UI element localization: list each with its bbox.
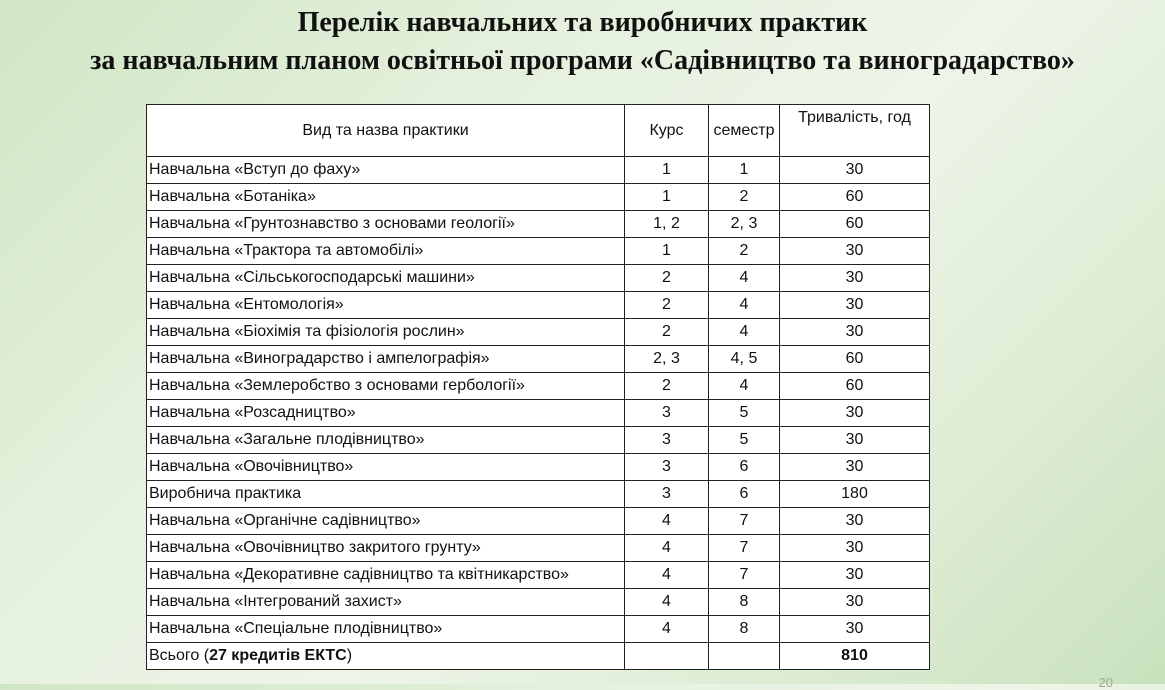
cell-duration: 30 [780,157,930,184]
table-row [147,454,930,481]
total-semester-empty [709,643,780,670]
page-number: 20 [1098,675,1113,690]
cell-name: Навчальна «Інтегрований захист» [147,589,625,616]
cell-course: 2 [625,319,709,346]
cell-name: Навчальна «Ентомологія» [147,292,625,319]
cell-course: 1 [625,184,709,211]
cell-name: Навчальна «Біохімія та фізіологія рослин» [147,319,625,346]
cell-course: 3 [625,454,709,481]
table-row [147,238,930,265]
cell-course: 2 [625,292,709,319]
cell-duration: 60 [780,184,930,211]
header-duration: Тривалість, год [780,105,930,157]
cell-duration: 30 [780,292,930,319]
total-credits: 27 кредитів ЕКТС [209,647,347,664]
table-header-row [147,105,930,157]
table-row [147,427,930,454]
cell-duration: 180 [780,481,930,508]
cell-course: 2 [625,265,709,292]
cell-duration: 30 [780,454,930,481]
table-row [147,589,930,616]
cell-semester: 8 [709,589,780,616]
cell-semester: 4 [709,319,780,346]
cell-name: Навчальна «Ботаніка» [147,184,625,211]
cell-course: 2, 3 [625,346,709,373]
cell-course: 4 [625,508,709,535]
table-row [147,184,930,211]
cell-name: Навчальна «Грунтознавство з основами геології» [147,211,625,238]
total-duration: 810 [780,643,930,670]
cell-duration: 60 [780,373,930,400]
cell-course: 3 [625,427,709,454]
table-row [147,319,930,346]
header-name: Вид та назва практики [147,105,625,157]
cell-duration: 30 [780,508,930,535]
cell-semester: 7 [709,562,780,589]
cell-semester: 1 [709,157,780,184]
cell-duration: 30 [780,535,930,562]
cell-semester: 7 [709,535,780,562]
title-line-1: Перелік навчальних та виробничих практик [297,7,868,38]
table-row [147,292,930,319]
cell-semester: 2 [709,238,780,265]
cell-course: 4 [625,589,709,616]
cell-name: Навчальна «Овочівництво закритого грунту» [147,535,625,562]
cell-name: Навчальна «Спеціальне плодівництво» [147,616,625,643]
table-row [147,562,930,589]
cell-duration: 30 [780,238,930,265]
cell-name: Виробнича практика [147,481,625,508]
cell-duration: 30 [780,427,930,454]
cell-duration: 60 [780,211,930,238]
table-row [147,211,930,238]
practices-table [146,104,930,670]
cell-semester: 4, 5 [709,346,780,373]
cell-course: 1 [625,157,709,184]
cell-course: 1, 2 [625,211,709,238]
table-row [147,265,930,292]
cell-duration: 30 [780,265,930,292]
header-semester: семестр [709,105,780,157]
cell-semester: 4 [709,265,780,292]
total-course-empty [625,643,709,670]
table-row [147,157,930,184]
total-label: Всього (27 кредитів ЕКТС) [147,643,625,670]
cell-semester: 7 [709,508,780,535]
cell-duration: 60 [780,346,930,373]
cell-duration: 30 [780,616,930,643]
table-row [147,481,930,508]
header-course: Курс [625,105,709,157]
cell-course: 1 [625,238,709,265]
table-row [147,400,930,427]
table-row [147,535,930,562]
cell-name: Навчальна «Загальне плодівництво» [147,427,625,454]
cell-semester: 4 [709,373,780,400]
title-line-2: за навчальним планом освітньої програми «Садівництво та виноградарство» [90,45,1075,76]
table-row [147,373,930,400]
cell-semester: 8 [709,616,780,643]
cell-semester: 2 [709,184,780,211]
cell-name: Навчальна «Вступ до фаху» [147,157,625,184]
cell-semester: 5 [709,400,780,427]
table-row [147,508,930,535]
cell-name: Навчальна «Землеробство з основами гербології» [147,373,625,400]
cell-name: Навчальна «Органічне садівництво» [147,508,625,535]
cell-course: 4 [625,616,709,643]
cell-duration: 30 [780,319,930,346]
slide-title [0,4,1165,80]
cell-duration: 30 [780,400,930,427]
cell-course: 4 [625,535,709,562]
cell-course: 4 [625,562,709,589]
cell-semester: 5 [709,427,780,454]
cell-duration: 30 [780,589,930,616]
cell-semester: 6 [709,454,780,481]
cell-name: Навчальна «Трактора та автомобілі» [147,238,625,265]
cell-name: Навчальна «Розсадництво» [147,400,625,427]
cell-duration: 30 [780,562,930,589]
table-body [147,157,930,643]
cell-name: Навчальна «Виноградарство і ампелографія» [147,346,625,373]
cell-course: 2 [625,373,709,400]
table-row [147,616,930,643]
total-row [147,643,930,670]
cell-course: 3 [625,400,709,427]
cell-semester: 4 [709,292,780,319]
cell-name: Навчальна «Декоративне садівництво та квітникарство» [147,562,625,589]
cell-course: 3 [625,481,709,508]
cell-name: Навчальна «Овочівництво» [147,454,625,481]
cell-semester: 6 [709,481,780,508]
cell-semester: 2, 3 [709,211,780,238]
table-row [147,346,930,373]
cell-name: Навчальна «Сільськогосподарські машини» [147,265,625,292]
